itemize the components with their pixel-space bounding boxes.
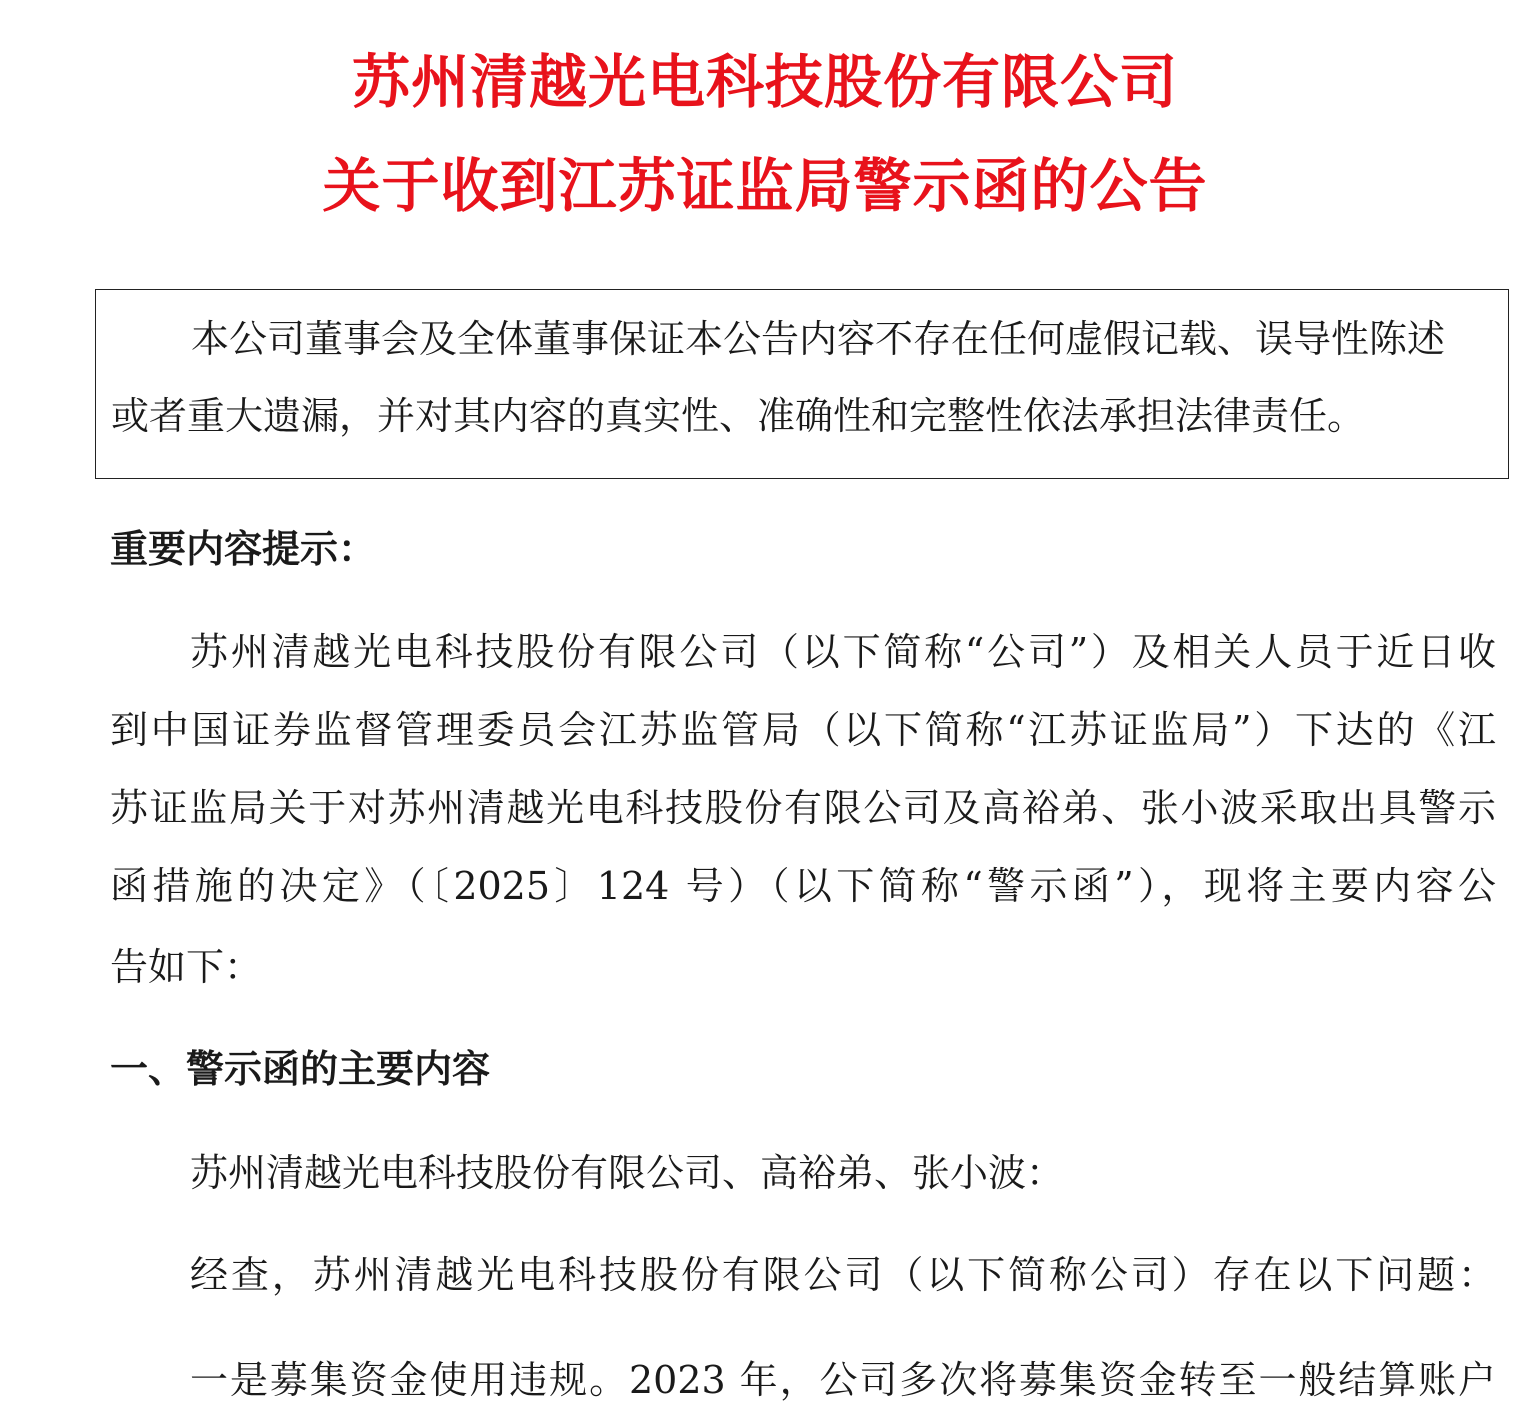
paragraph-line: 函措施的决定》（〔2025〕124 号）（以下简称“警示函”），现将主要内容公 <box>110 864 1496 908</box>
document-title-line-1: 苏州清越光电科技股份有限公司 <box>351 48 1178 116</box>
addressee-line: 苏州清越光电科技股份有限公司、高裕弟、张小波： <box>190 1151 1065 1195</box>
board-statement-box <box>95 289 1509 479</box>
finding-line: 经查，苏州清越光电科技股份有限公司（以下简称公司）存在以下问题： <box>190 1253 1496 1297</box>
section-1-heading: 一、警示函的主要内容 <box>110 1047 491 1091</box>
board-statement-line-2: 或者重大遗漏，并对其内容的真实性、准确性和完整性依法承担法律责任。 <box>111 394 1366 438</box>
issue-line-partial: 一是募集资金使用违规。2023 年，公司多次将募集资金转至一般结算账户 <box>190 1358 1496 1402</box>
paragraph-line: 告如下： <box>110 945 263 989</box>
document-title-line-2: 关于收到江苏证监局警示函的公告 <box>322 152 1208 220</box>
paragraph-line: 到中国证券监督管理委员会江苏监管局（以下简称“江苏证监局”）下达的《江 <box>110 708 1496 752</box>
important-content-heading: 重要内容提示： <box>110 527 377 571</box>
paragraph-line: 苏证监局关于对苏州清越光电科技股份有限公司及高裕弟、张小波采取出具警示 <box>110 786 1496 830</box>
board-statement-line-1: 本公司董事会及全体董事保证本公告内容不存在任何虚假记载、误导性陈述 <box>191 317 1446 361</box>
paragraph-line: 苏州清越光电科技股份有限公司（以下简称“公司”）及相关人员于近日收 <box>190 630 1496 674</box>
